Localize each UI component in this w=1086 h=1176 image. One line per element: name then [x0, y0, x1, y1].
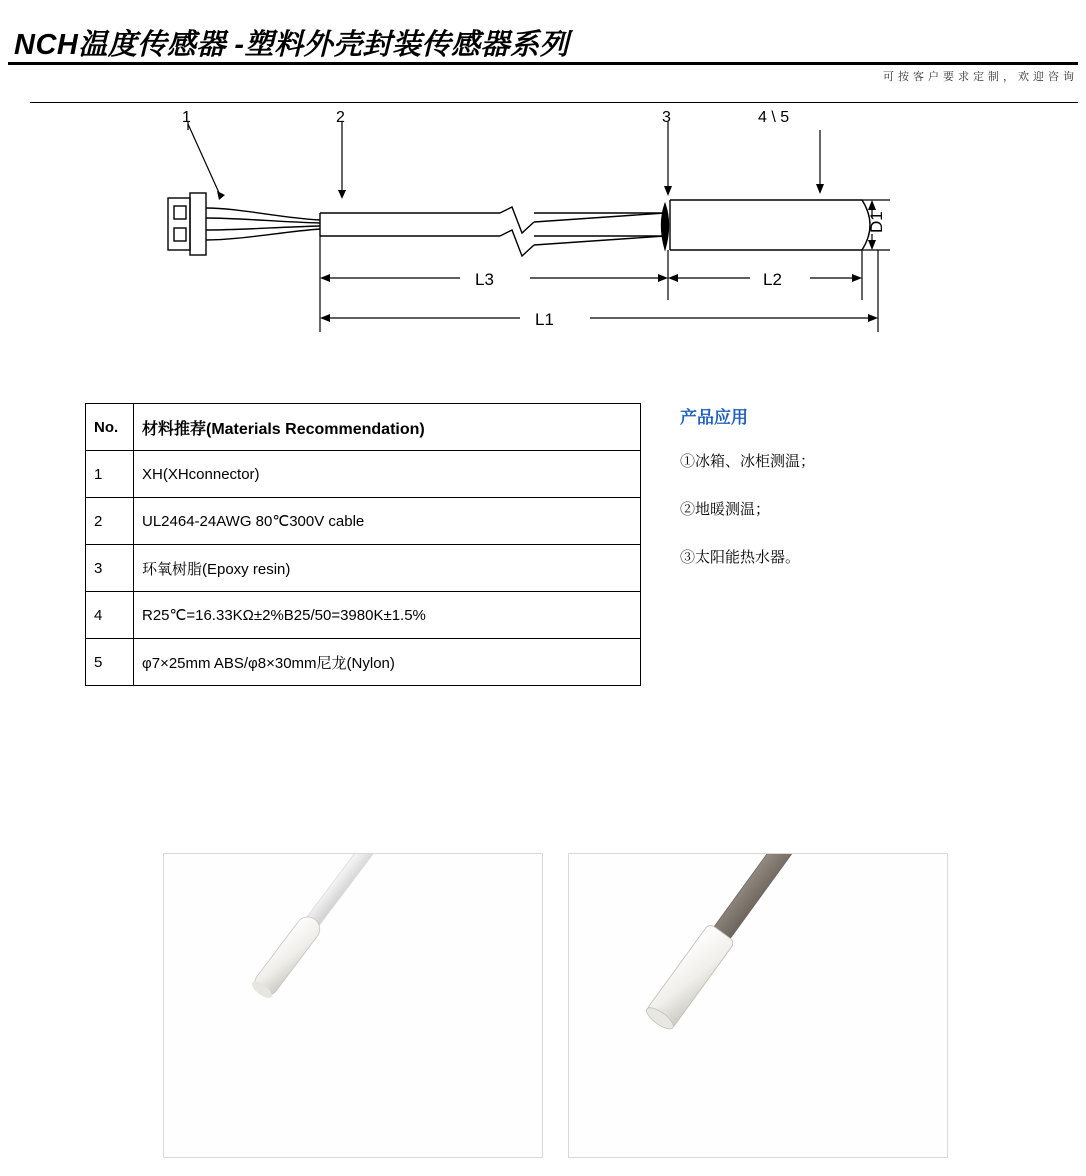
product-photo-nylon [568, 853, 948, 1158]
row-desc: R25℃=16.33KΩ±2%B25/50=3980K±1.5% [134, 592, 641, 639]
row-desc: φ7×25mm ABS/φ8×30mm尼龙(Nylon) [134, 639, 641, 686]
row-desc: UL2464-24AWG 80℃300V cable [134, 498, 641, 545]
application-item: ③太阳能热水器。 [680, 549, 801, 566]
row-no: 1 [86, 451, 134, 498]
row-desc: XH(XHconnector) [134, 451, 641, 498]
header-note: 可按客户要求定制，欢迎咨询 [883, 71, 1078, 83]
application-item: ②地暖测温； [680, 501, 771, 518]
table-row [86, 451, 641, 498]
product-photo-abs [163, 853, 543, 1158]
header-divider [8, 62, 1078, 65]
table-row [86, 498, 641, 545]
column-header-no: No. [86, 404, 134, 451]
table-row [86, 545, 641, 592]
dimension-l3: L3 [475, 270, 494, 289]
applications-title: 产品应用 [680, 408, 748, 427]
dimension-l1: L1 [535, 310, 554, 329]
row-no: 3 [86, 545, 134, 592]
dimension-l2: L2 [763, 270, 782, 289]
row-no: 4 [86, 592, 134, 639]
page-title: NCH温度传感器 -塑料外壳封装传感器系列 [14, 29, 570, 61]
row-no: 5 [86, 639, 134, 686]
materials-table [85, 403, 641, 686]
callout-4-5: 4 \ 5 [758, 109, 790, 126]
page-header [0, 14, 1086, 83]
callout-3: 3 [662, 109, 671, 126]
application-item: ①冰箱、冰柜测温； [680, 453, 816, 470]
table-row [86, 639, 641, 686]
table-row [86, 592, 641, 639]
technical-drawing [120, 100, 970, 365]
table-header-row [86, 404, 641, 451]
row-desc: 环氧树脂(Epoxy resin) [134, 545, 641, 592]
callout-1: 1 [182, 109, 191, 126]
dimension-d1: D1 [867, 211, 886, 233]
applications-section [680, 403, 1020, 594]
row-no: 2 [86, 498, 134, 545]
column-header-material: 材料推荐(Materials Recommendation) [134, 404, 641, 451]
callout-2: 2 [336, 109, 345, 126]
product-photos [163, 853, 923, 1158]
